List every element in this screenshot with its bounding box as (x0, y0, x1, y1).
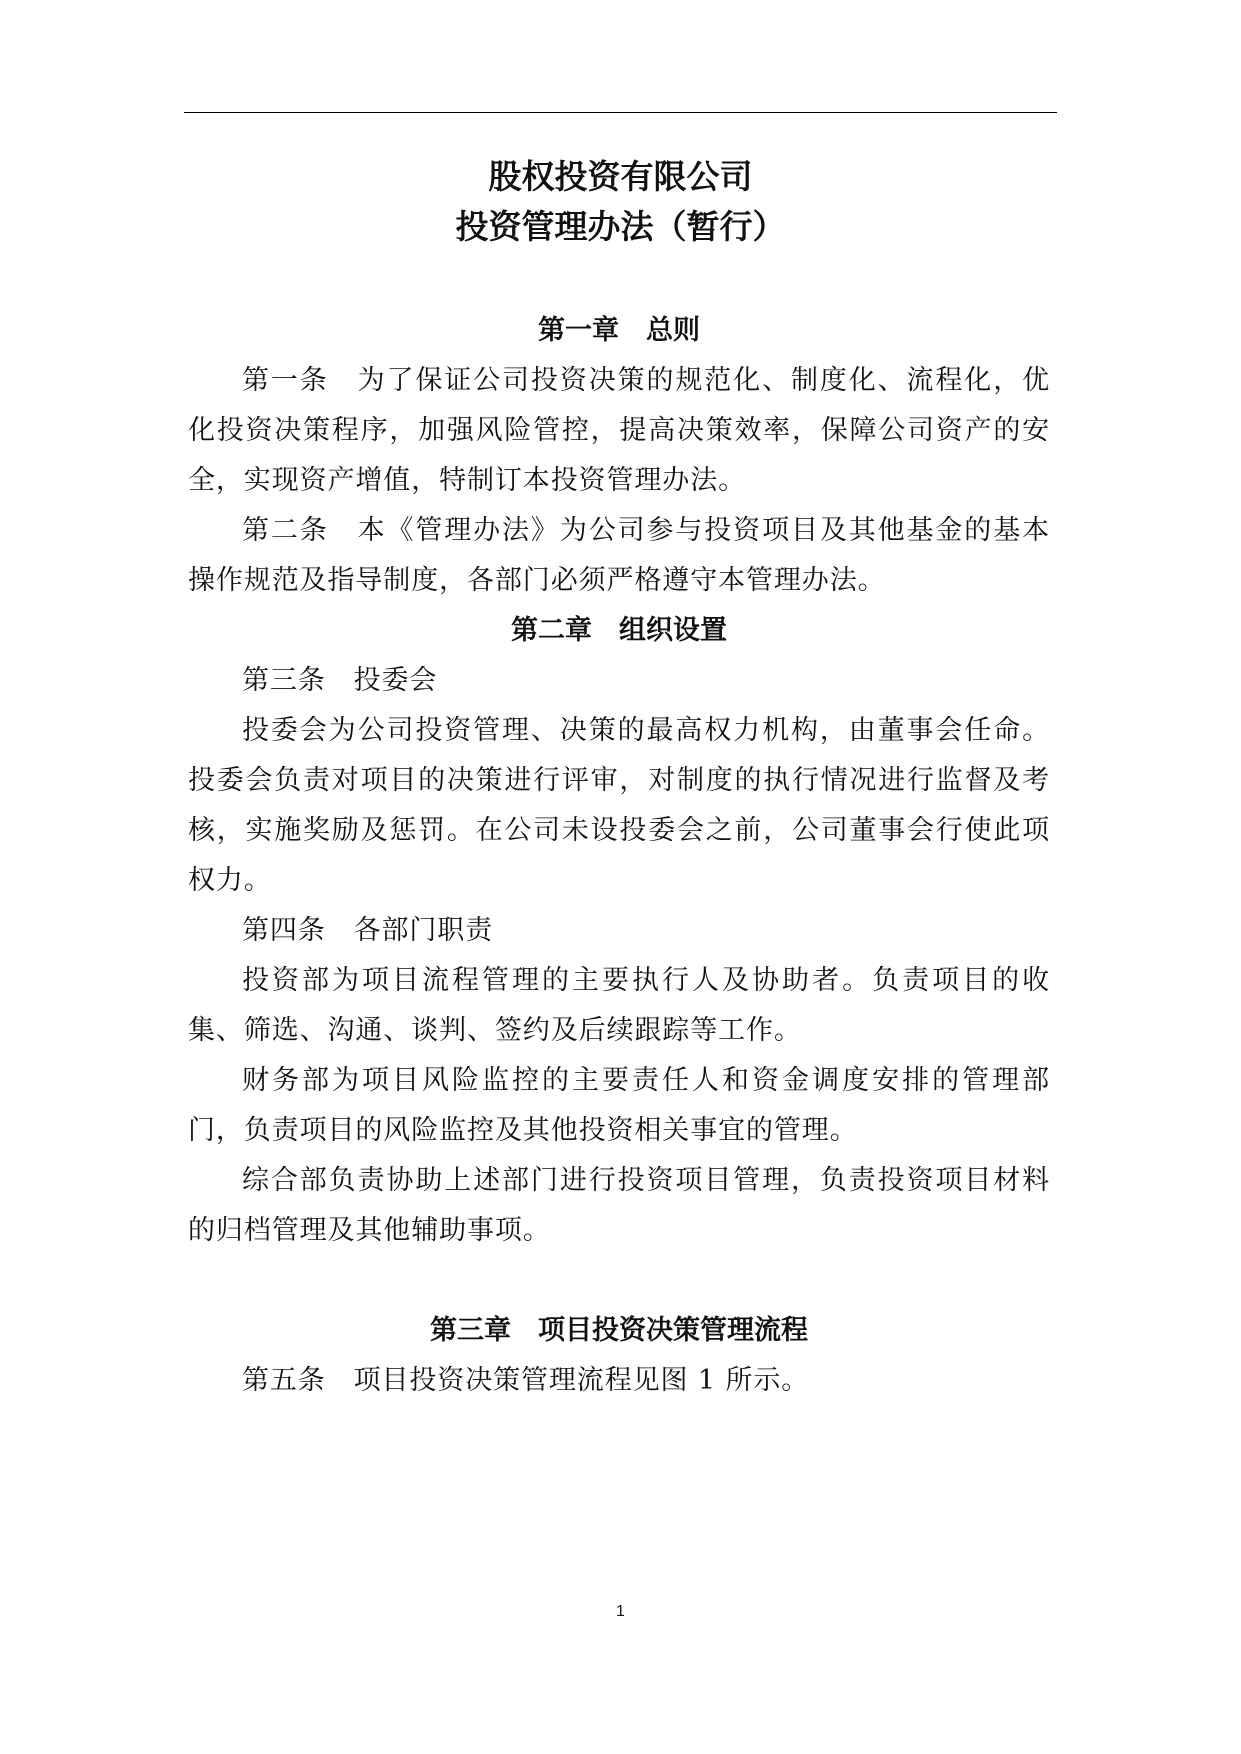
article-1-label: 第一条 (242, 365, 358, 396)
article-3 (188, 656, 1050, 706)
header-rule (184, 112, 1057, 113)
article-4-finance-dept: 财务部为项目风险监控的主要责任人和资金调度安排的管理部门，负责项目的风险监控及其他投资相关事宜的管理。 (188, 1065, 1050, 1146)
article-5-label: 第五条 (242, 1365, 354, 1396)
article-1-text: 为了保证公司投资决策的规范化、制度化、流程化，优化投资决策程序，加强风险管控，提高决策效率，保障公司资产的安全，实现资产增值，特制订本投资管理办法。 (188, 365, 1050, 496)
section-gap (188, 1256, 1050, 1306)
article-4-text: 各部门职责 (353, 915, 494, 946)
page-number: 1 (616, 1603, 625, 1620)
article-4-investment-dept: 投资部为项目流程管理的主要执行人及协助者。负责项目的收集、筛选、沟通、谈判、签约及后续跟踪等工作。 (188, 965, 1050, 1046)
article-3-text: 投委会 (353, 665, 438, 696)
document-body (188, 306, 1050, 1406)
article-2 (188, 506, 1050, 606)
article-2-text: 本《管理办法》为公司参与投资项目及其他基金的基本操作规范及指导制度，各部门必须严格遵守本管理办法。 (188, 515, 1050, 596)
article-1 (188, 356, 1050, 506)
article-5 (188, 1356, 1050, 1406)
article-2-label: 第二条 (242, 515, 358, 546)
article-4 (188, 906, 1050, 956)
chapter-3-heading: 第三章 项目投资决策管理流程 (430, 1315, 808, 1346)
article-4-label: 第四条 (242, 915, 354, 946)
title-line-company: 股权投资有限公司 (488, 157, 753, 196)
document-title (184, 152, 1057, 252)
title-line-regulation: 投资管理办法（暂行） (455, 207, 786, 246)
article-5-text: 项目投资决策管理流程见图 1 所示。 (353, 1365, 810, 1396)
article-3-label: 第三条 (242, 665, 354, 696)
article-4-general-dept: 综合部负责协助上述部门进行投资项目管理，负责投资项目材料的归档管理及其他辅助事项。 (188, 1165, 1050, 1246)
article-3-body: 投委会为公司投资管理、决策的最高权力机构，由董事会任命。投委会负责对项目的决策进行评审，对制度的执行情况进行监督及考核，实施奖励及惩罚。在公司未设投委会之前，公司董事会行使此项权力。 (188, 715, 1050, 896)
chapter-2-heading: 第二章 组织设置 (511, 615, 727, 646)
chapter-1-heading: 第一章 总则 (538, 315, 700, 346)
